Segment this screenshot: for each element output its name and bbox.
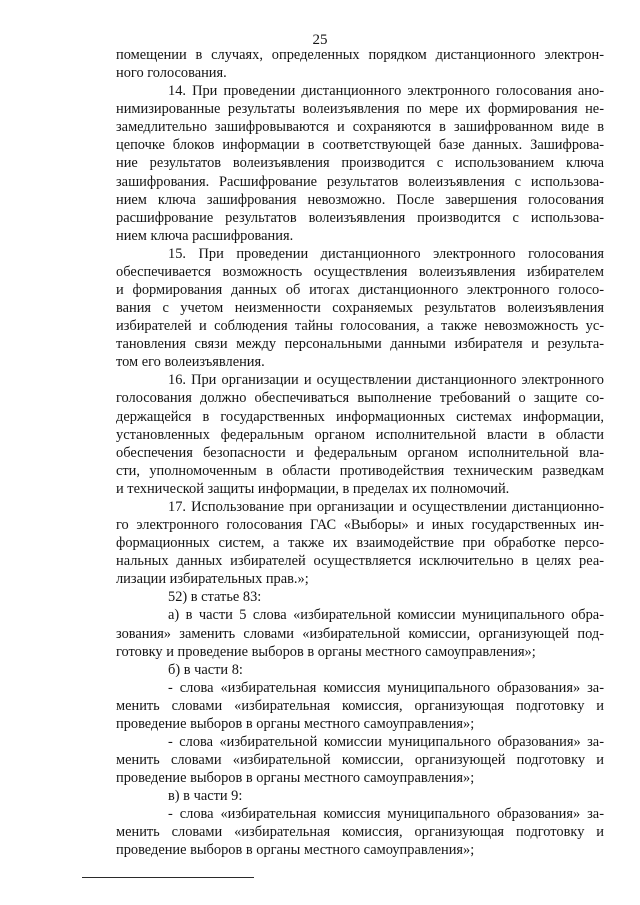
- text-line: 17. Использование при организации и осуществлении дистанционно-: [168, 498, 604, 515]
- text-line: ного голосования.: [116, 65, 227, 82]
- text-line: 52) в статье 83:: [168, 589, 262, 606]
- text-line: а) в части 5 слова «избирательной комиссии муниципального обра-: [168, 607, 604, 624]
- text-line: нимизированные результаты волеизъявления по мере их формирования не-: [116, 101, 604, 118]
- text-line: нием ключа расшифрования.: [116, 227, 294, 244]
- text-line: проведение выборов в органы местного самоуправления»;: [116, 715, 475, 732]
- text-line: и технической защиты информации, в пределах их полномочий.: [116, 480, 510, 497]
- text-line: - слова «избирательная комиссия муниципального образования» за-: [168, 679, 604, 696]
- text-line: проведение выборов в органы местного самоуправления»;: [116, 842, 475, 859]
- text-line: избирателей и соблюдения тайны голосования, а также невозможность ус-: [116, 318, 604, 335]
- text-line: тановления связи между персональными данными избирателя и результа-: [116, 336, 604, 353]
- text-line: и формирования данных об итогах дистанционного электронного голосо-: [116, 282, 604, 299]
- text-line: замедлительно зашифровываются и сохраняются в зашифрованном виде в: [116, 119, 604, 136]
- footer-rule: [82, 877, 254, 878]
- text-line: нальных данных избирателей осуществляется исключительно в целях реа-: [116, 553, 604, 570]
- text-line: готовку и проведение выборов в органы местного самоуправления»;: [116, 643, 536, 660]
- text-line: зования» заменить словами «избирательной комиссии, организующей под-: [116, 625, 604, 642]
- text-line: сти, уполномоченным в области противодействия техническим разведкам: [116, 462, 604, 479]
- text-line: обеспечивается возможность осуществления волеизъявления избирателем: [116, 263, 604, 280]
- text-line: менить словами «избирательная комиссия, организующая подготовку и: [116, 824, 604, 841]
- text-line: формационных систем, а также их взаимодействие при обработке персо-: [116, 535, 604, 552]
- text-line: том его волеизъявления.: [116, 354, 265, 371]
- text-line: расшифрование результатов волеизъявления производится с использова-: [116, 209, 604, 226]
- document-body: [116, 46, 604, 860]
- text-line: обеспечения безопасности и федеральным органом исполнительной вла-: [116, 444, 604, 461]
- text-line: лизации избирательных прав.»;: [116, 571, 309, 588]
- text-line: менить словами «избирательная комиссия, организующая подготовку и: [116, 697, 604, 714]
- text-line: - слова «избирательной комиссии муниципального образования» за-: [168, 733, 604, 750]
- text-line: голосования должно обеспечиваться выполнение требований о защите со-: [116, 390, 604, 407]
- text-line: в) в части 9:: [168, 788, 243, 805]
- text-line: цепочке блоков информации в соответствующей базе данных. Зашифрова-: [116, 137, 604, 154]
- text-line: го электронного голосования ГАС «Выборы» и иных государственных ин-: [116, 517, 604, 534]
- text-line: - слова «избирательная комиссия муниципального образования» за-: [168, 806, 604, 823]
- text-line: держащейся в государственных информационных системах информации,: [116, 408, 604, 425]
- text-line: зашифрования. Расшифрование результатов волеизъявления с использова-: [116, 173, 604, 190]
- page-number: 25: [312, 32, 328, 48]
- text-line: ние результатов волеизъявления производится с использованием ключа: [116, 155, 604, 172]
- text-line: установленных федеральным органом исполнительной власти в области: [116, 426, 604, 443]
- text-line: вания с учетом неизменности сохраняемых результатов волеизъявления: [116, 300, 604, 317]
- text-line: нием ключа зашифрования невозможно. После завершения голосования: [116, 191, 604, 208]
- text-line: помещении в случаях, определенных порядком дистанционного электрон-: [116, 47, 604, 63]
- text-line: 15. При проведении дистанционного электронного голосования: [168, 245, 604, 262]
- text-line: проведение выборов в органы местного самоуправления»;: [116, 770, 475, 787]
- text-line: 14. При проведении дистанционного электронного голосования ано-: [168, 83, 604, 100]
- text-line: 16. При организации и осуществлении дистанционного электронного: [168, 372, 604, 389]
- text-line: б) в части 8:: [168, 661, 243, 678]
- text-line: менить словами «избирательной комиссии, организующей подготовку и: [116, 752, 604, 769]
